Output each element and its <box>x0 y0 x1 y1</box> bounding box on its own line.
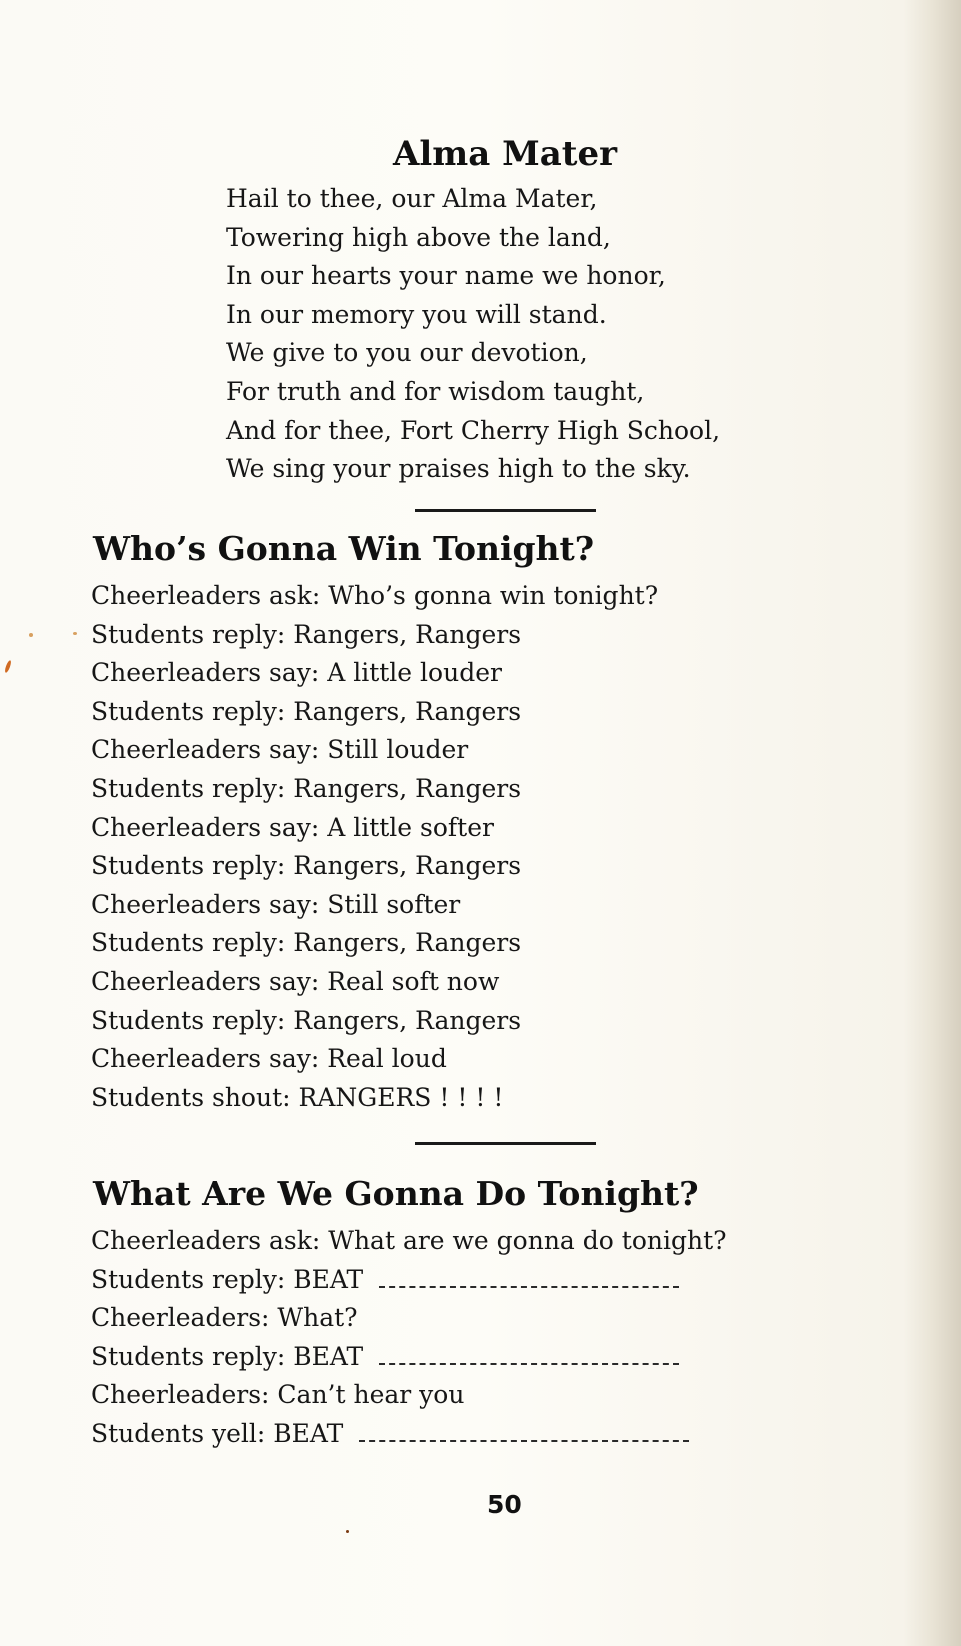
paper-stain <box>4 660 12 674</box>
cheer-line: Students shout: RANGERS ! ! ! ! <box>91 1082 504 1112</box>
paper-stain <box>346 1530 349 1533</box>
cheer-line-text: Students reply: BEAT <box>91 1341 364 1371</box>
cheer-line-text: Cheerleaders: Can’t hear you <box>91 1380 465 1410</box>
what-gonna-do-cheer <box>91 1222 727 1454</box>
lyric-line: In our hearts your name we honor, <box>226 261 666 291</box>
cheer-line: Cheerleaders say: A little softer <box>91 812 494 842</box>
cheer-line <box>91 1338 727 1377</box>
cheer-line <box>91 1261 727 1300</box>
cheer-line: Students reply: Rangers, Rangers <box>91 1005 522 1035</box>
cheer-line: Cheerleaders say: Real loud <box>91 1044 447 1074</box>
fill-in-blank <box>379 1272 679 1288</box>
lyric-line: For truth and for wisdom taught, <box>226 376 645 406</box>
cheer-line: Students reply: Rangers, Rangers <box>91 851 522 881</box>
cheer-line: Cheerleaders say: Still louder <box>91 735 469 765</box>
cheer-line: Cheerleaders say: Real soft now <box>91 966 500 996</box>
cheer-line: Cheerleaders ask: Who’s gonna win tonight? <box>91 581 659 610</box>
cheer-line <box>91 1415 727 1454</box>
cheer-line: Students reply: Rangers, Rangers <box>91 928 522 958</box>
cheer-line: Students reply: Rangers, Rangers <box>91 773 522 803</box>
alma-mater-lyrics <box>226 180 720 489</box>
cheer-line: Students reply: Rangers, Rangers <box>91 619 522 649</box>
cheer-line <box>91 1299 727 1338</box>
cheer-line-text: Students reply: BEAT <box>91 1264 364 1294</box>
cheer-line: Cheerleaders say: A little louder <box>91 658 502 688</box>
lyric-line: In our memory you will stand. <box>226 299 607 329</box>
lyric-line: We sing your praises high to the sky. <box>226 454 691 484</box>
cheer-line <box>91 1222 727 1261</box>
section-divider <box>415 1142 596 1145</box>
section-divider <box>415 509 596 512</box>
paper-stain <box>29 633 33 637</box>
lyric-line: Hail to thee, our Alma Mater, <box>226 184 598 213</box>
cheer-line-text: Students yell: BEAT <box>91 1418 344 1448</box>
cheer-line-text: Cheerleaders: What? <box>91 1303 358 1333</box>
lyric-line: And for thee, Fort Cherry High School, <box>226 415 721 445</box>
lyric-line: We give to you our devotion, <box>226 338 588 368</box>
what-gonna-do-title: What Are We Gonna Do Tonight? <box>93 1174 699 1213</box>
fill-in-blank <box>379 1349 679 1365</box>
page-number: 50 <box>487 1490 522 1519</box>
cheer-line: Cheerleaders say: Still softer <box>91 889 461 919</box>
paper-stain <box>73 632 77 635</box>
lyric-line: Towering high above the land, <box>226 222 611 252</box>
cheer-line <box>91 1376 727 1415</box>
alma-mater-title: Alma Mater <box>393 134 618 174</box>
cheer-line: Students reply: Rangers, Rangers <box>91 696 522 726</box>
whos-gonna-win-cheer <box>91 577 658 1117</box>
fill-in-blank <box>359 1426 689 1442</box>
whos-gonna-win-title: Who’s Gonna Win Tonight? <box>93 529 595 568</box>
cheer-line-text: Cheerleaders ask: What are we gonna do tonight? <box>91 1226 727 1255</box>
